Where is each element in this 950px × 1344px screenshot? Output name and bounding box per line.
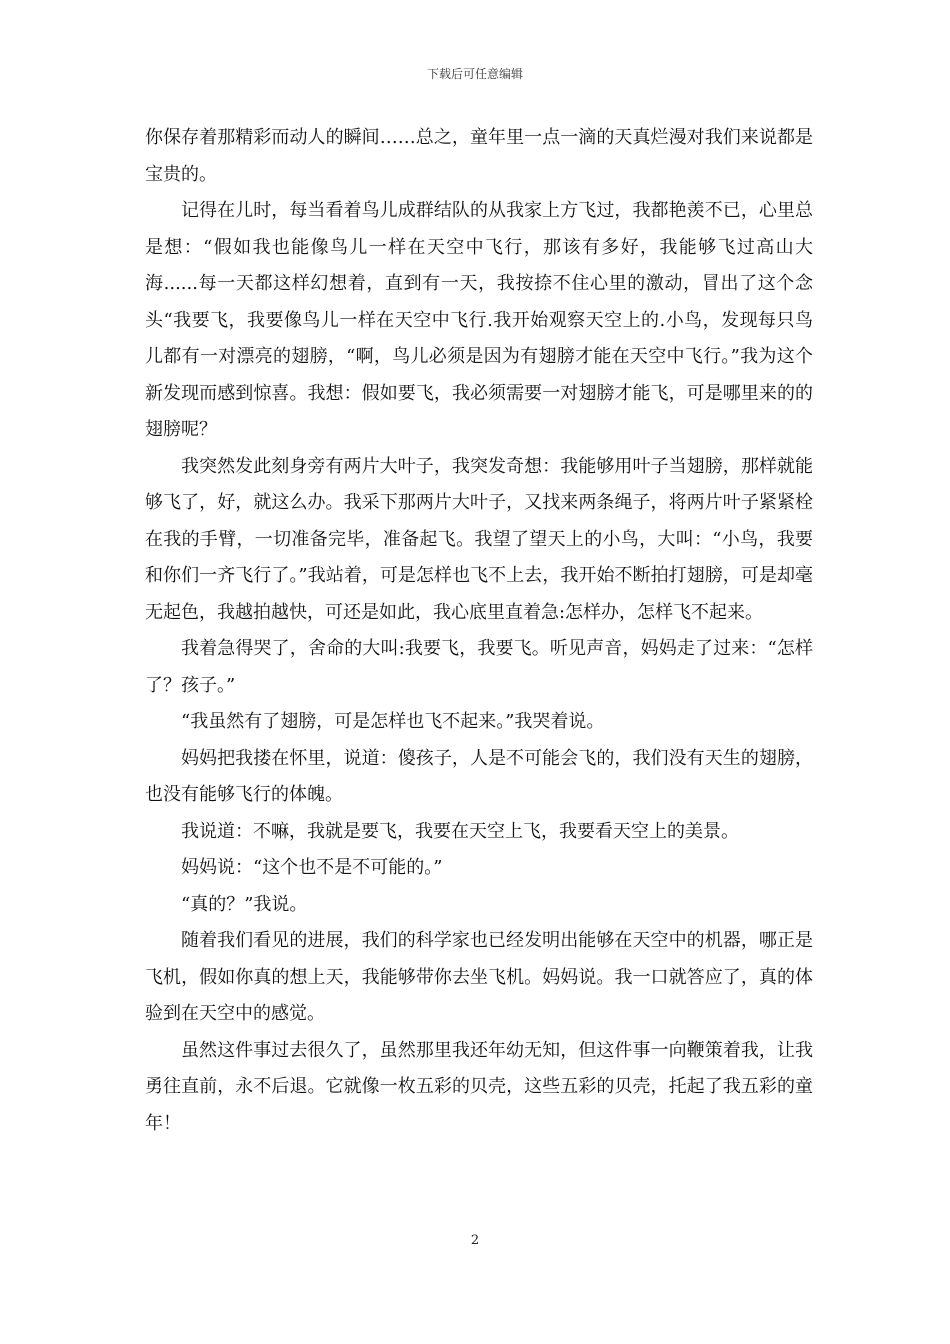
page-header: 下载后可任意编辑 xyxy=(426,67,523,81)
paragraph-11: 虽然这件事过去很久了，虽然那里我还年幼无知，但这件事一向鞭策着我，让我勇往直前，永不后退。它就像一枚五彩的贝壳，这些五彩的贝壳，托起了我五彩的童年！ xyxy=(145,1039,813,1134)
paragraph-10: 随着我们看见的进展，我们的科学家也已经发明出能够在天空中的机器，哪正是飞机，假如你真的想上天，我能够带你去坐飞机。妈妈说。我一口就答应了，真的体验到在天空中的感觉。 xyxy=(145,930,813,1024)
paragraph-4: 我着急得哭了，舍命的大叫:我要飞，我要飞。听见声音，妈妈走了过来：“怎样了？孩子。” xyxy=(145,638,813,696)
paragraph-2: 记得在儿时，每当看着鸟儿成群结队的从我家上方飞过，我都艳羡不已，心里总是想：“假如我也能像鸟儿一样在天空中飞行，那该有多好，我能够飞过高山大海......每一天都这样幻想着，直到有一天，我按捺不住心里的激动，冒出了这个念头“我要飞，我要像鸟儿一样在天空中飞行.我开始观察天空上的.小鸟，发现每只鸟儿都有一对漂亮的翅膀，“啊，鸟儿必须是因为有翅膀才能在天空中飞行。”我为这个新发现而感到惊喜。我想：假如要飞，我必须需要一对翅膀才能飞，可是哪里来的的翅膀呢？ xyxy=(145,200,813,440)
page-number: 2 xyxy=(470,1233,480,1248)
document-body xyxy=(145,120,813,1142)
paragraph-5: “我虽然有了翅膀，可是怎样也飞不起来。”我哭着说。 xyxy=(181,711,605,732)
paragraph-6: 妈妈把我搂在怀里，说道：傻孩子，人是不可能会飞的，我们没有天生的翅膀，也没有能够飞行的体魄。 xyxy=(145,747,813,805)
paragraph-8: 妈妈说：“这个也不是不可能的。” xyxy=(181,857,443,878)
paragraph-1: 你保存着那精彩而动人的瞬间……总之，童年里一点一滴的天真烂漫对我们来说都是宝贵的。 xyxy=(145,127,813,185)
paragraph-7: 我说道：不嘛，我就是要飞，我要在天空上飞，我要看天空上的美景。 xyxy=(181,820,739,842)
paragraph-3: 我突然发此刻身旁有两片大叶子，我突发奇想：我能够用叶子当翅膀，那样就能够飞了，好，就这么办。我采下那两片大叶子，又找来两条绳子，将两片叶子紧紧栓在我的手臂，一切准备完毕，准备起飞。我望了望天上的小鸟，大叫：“小鸟，我要和你们一齐飞行了。”我站着，可是怎样也飞不上去，我开始不断拍打翅膀，可是却毫无起色，我越拍越快，可还是如此，我心底里直着急:怎样办，怎样飞不起来。 xyxy=(145,455,813,623)
paragraph-9: “真的？”我说。 xyxy=(181,893,308,915)
